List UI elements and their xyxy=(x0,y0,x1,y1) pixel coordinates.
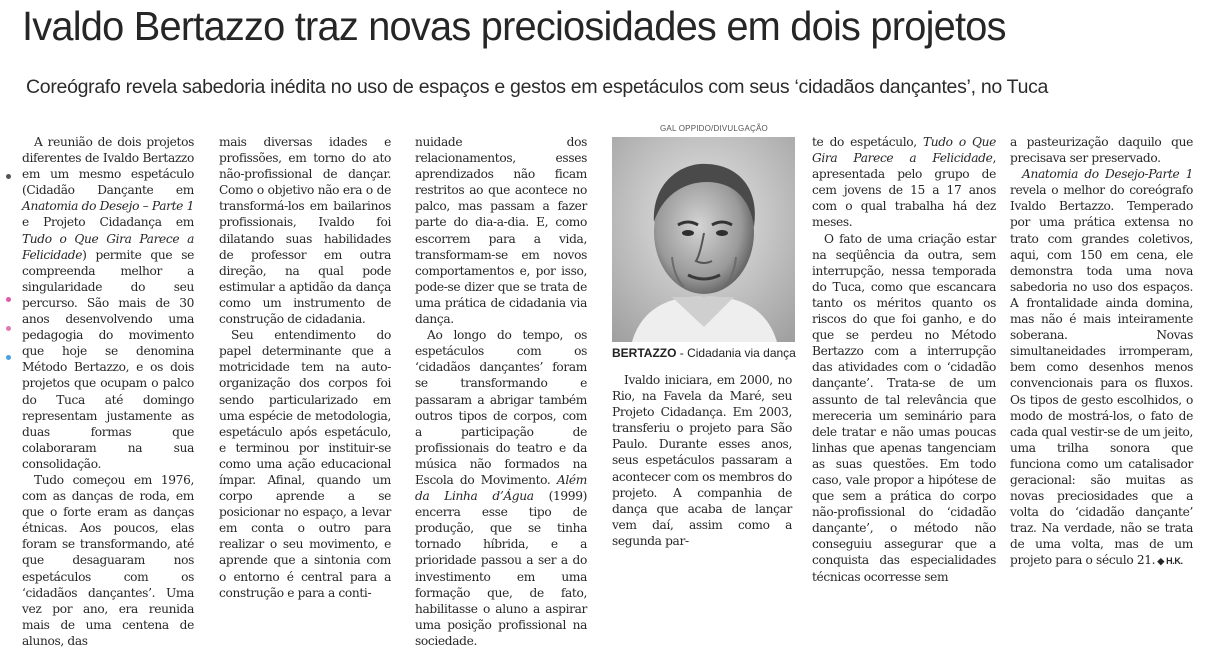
article-paragraph: O fato de uma criação estar na seqüência da outra, sem interrupção, nessa temporada do Tuca, como que escancara tanto os méritos quanto os riscos do que foi ganho, e do que se perdeu no Método Bertazzo com a interrupção das atividades com o ‘cidadão dançante’. Trata-se de um assunto de tal relevância que mereceria um seminário para dele tratar e não umas poucas linhas que apenas tangenciam as suas questões. Em todo caso, vale propor a hipótese de que sem a prática do corpo não-profissional do ‘cidadão dançante’, o método não conseguiu assegurar que a conquista das especialidades técnicas ocorresse sem xyxy=(812,231,996,584)
article-column-3 xyxy=(415,134,587,649)
article-paragraph: mais diversas idades e profissões, em torno do ato não-profissional de dançar. Como o objetivo não era o de transformá-los em bailarinos profissionais, Ivaldo foi dilatando suas habilidades de professor em outra direção, na qual pode estimular a aptidão da dança como um instrumento de construção de cidadania. xyxy=(219,135,391,327)
article-paragraph: Ao longo do tempo, os espetáculos com os ‘cidadãos dançantes’ foram se transformando e passaram a abrigar também outros tipos de corpos, com a participação de profissionais do teatro e da música não formados na Escola do Movimento. Além da Linha d’Água (1999) encerra esse tipo de produção, que se tinha tornado híbrida, e a prioridade passou a ser a do investimento em uma formação que, de fato, habilitasse o aluno a aspirar uma posição profissional na sociedade. xyxy=(415,328,587,648)
article-paragraph: a pasteurização daquilo que precisava ser preservado. xyxy=(1010,135,1193,166)
margin-marker xyxy=(6,355,11,360)
subheadline: Coreógrafo revela sabedoria inédita no uso de espaços e gestos em espetáculos com seus ‘cidadãos dançantes’, no Tuca xyxy=(26,76,1049,98)
caption-name: BERTAZZO xyxy=(612,346,677,360)
margin-marker xyxy=(6,174,11,179)
article-paragraph: Seu entendimento do papel determinante que a motricidade tem na auto-organização dos corpos foi sendo particularizado em uma espécie de metodologia, espetáculo após espetáculo, e terminou por instituir-se como uma ação educacional ímpar. Afinal, quando um corpo aprende a se posicionar no espaço, a levar em conta o outro para realizar o seu movimento, e aprende que a sintonia com o entorno é central para a construção e para a conti- xyxy=(219,328,391,600)
article-column-2 xyxy=(219,134,391,601)
photo-caption xyxy=(612,346,802,360)
headline: Ivaldo Bertazzo traz novas preciosidades em dois projetos xyxy=(22,3,1006,49)
portrait-photo xyxy=(612,137,795,342)
article-paragraph: Anatomia do Desejo-Parte 1 revela o melhor do coreógrafo Ivaldo Bertazzo. Temperado por uma prática extensa no trato com grandes coletivos, aqui, com 150 em cena, ele demonstra toda uma nova sabedoria no uso dos espaços. A frontalidade ainda domina, mas não é mais inteiramente soberana. Novas simultaneidades irromperam, bem como desenhos menos convencionais para os fluxos. Os tipos de gesto escolhidos, o modo de mostrá-los, o fato de cada qual vestir-se de um jeito, uma trilha sonora que funciona como um catalisador geracional: são muitas as novas preciosidades que a volta do ‘cidadão dançante’ traz. Na verdade, não se trata de uma volta, mas de um projeto para o século 21. ◆ H.K. xyxy=(1010,167,1193,568)
caption-text: - Cidadania via dança xyxy=(676,346,796,360)
photo-credit: GAL OPPIDO/DIVULGAÇÃO xyxy=(660,124,768,133)
article-column-6 xyxy=(1010,134,1193,570)
article-paragraph: nuidade dos relacionamentos, esses aprendizados não ficam restritos ao que acontece no palco, mas passam a fazer parte do dia-a-dia. E, como escorrem para a vida, transformam-se em novos comportamentos e, por isso, pode-se dizer que se trata de uma prática de cidadania via dança. xyxy=(415,135,587,327)
margin-marker xyxy=(6,326,11,331)
portrait-illustration xyxy=(612,137,795,342)
article-paragraph: Ivaldo iniciara, em 2000, no Rio, na Favela da Maré, seu Projeto Cidadança. Em 2003, transferiu o projeto para São Paulo. Durante esses anos, seus espetáculos passaram a acontecer com os membros do projeto. A companhia de dança que acaba de lançar vem daí, assim como a segunda par- xyxy=(612,373,792,548)
author-signature: ◆ H.K. xyxy=(1155,556,1183,567)
article-column-5 xyxy=(812,134,996,585)
margin-marker xyxy=(6,297,11,302)
article-paragraph: te do espetáculo, Tudo o Que Gira Parece a Felicidade, apresentada pelo grupo de cem jovens de 15 a 17 anos com o qual trabalha há dez meses. xyxy=(812,135,996,230)
article-column-1 xyxy=(22,134,194,649)
article-paragraph: Tudo começou em 1976, com as danças de roda, em que o forte eram as danças étnicas. Aos poucos, elas foram se transformando, até que desaguaram nos espetáculos com os ‘cidadãos dançantes’. Uma vez por ano, era reunida mais de uma centena de alunos, das xyxy=(22,472,194,648)
article-paragraph: A reunião de dois projetos diferentes de Ivaldo Bertazzo em um mesmo espetáculo (Cidadão Dançante em Anatomia do Desejo – Parte 1 e Projeto Cidadança em Tudo o Que Gira Parece a Felicidade) permite que se compreenda melhor a singularidade do seu percurso. São mais de 30 anos desenvolvendo uma pedagogia do movimento que hoje se denomina Método Bertazzo, e os dois projetos que ocupam o palco do Tuca até domingo representam justamente as duas formas que colaboraram na sua consolidação. xyxy=(22,135,194,471)
article-column-4 xyxy=(612,372,792,549)
